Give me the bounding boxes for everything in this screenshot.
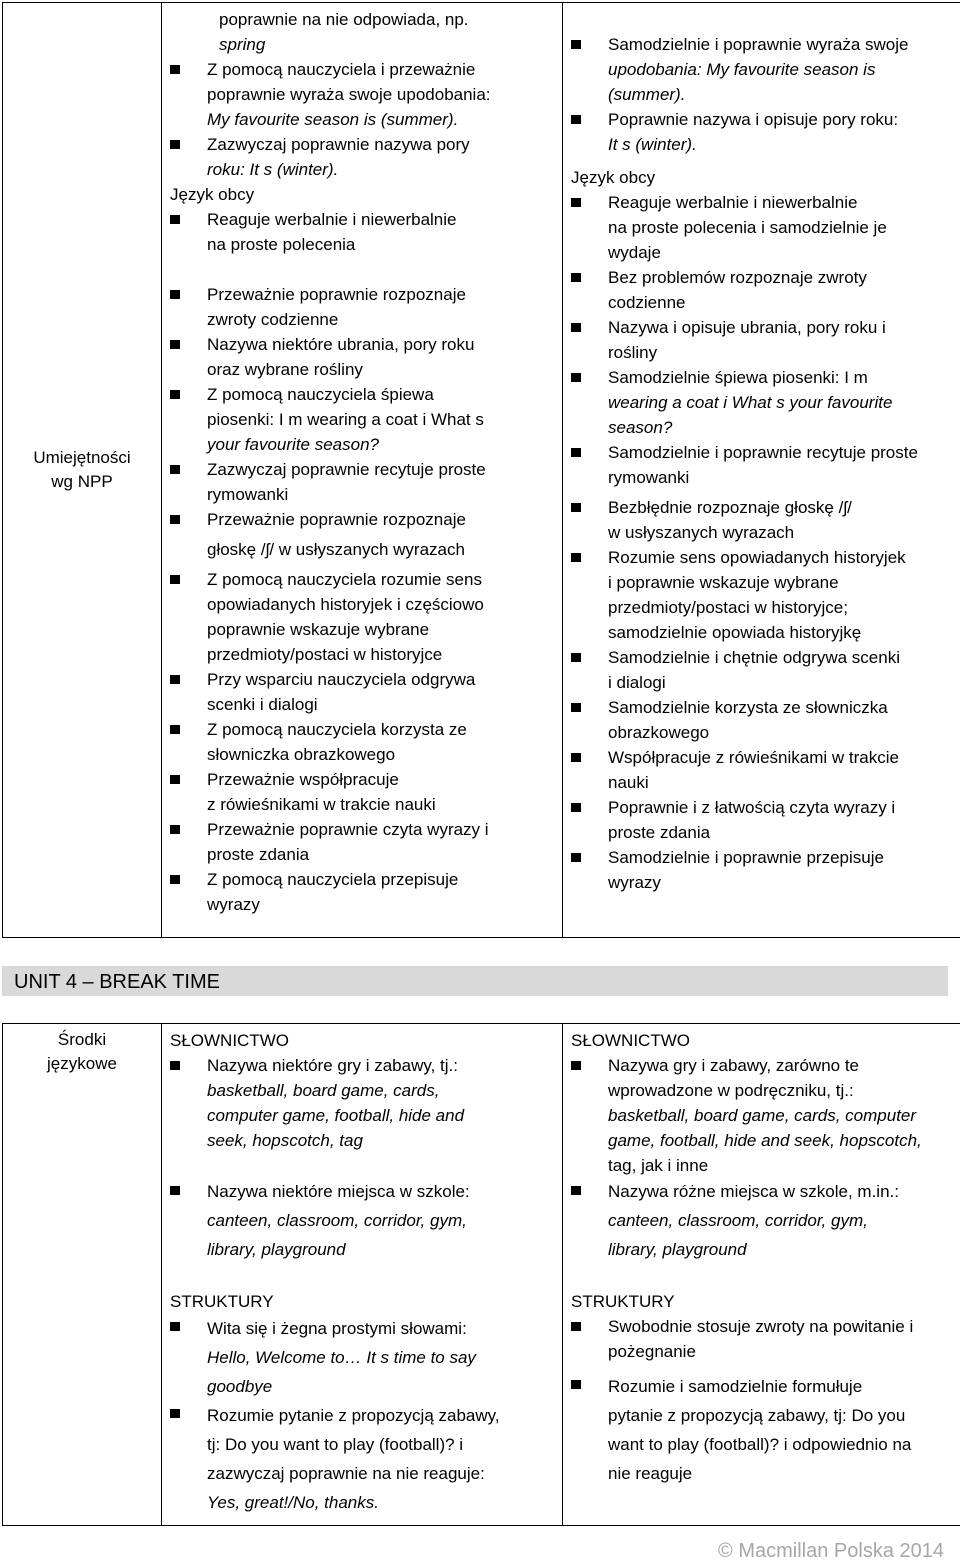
bullet-icon [170,1186,180,1195]
bullet-icon [170,215,180,224]
bullet-icon [170,875,180,884]
list-item: Wita się i żegna prostymi słowami: Hello, Welcome to… It s time to say goodbye [170,1314,556,1401]
bullet-icon [170,675,180,684]
list-item: Rozumie i samodzielnie formułuje pytanie z propozycją zabawy, tj: Do you want to play (football)? i odpowiednio na nie reaguje [571,1372,960,1488]
bullet-icon [571,40,581,49]
bullet-icon [571,553,581,562]
bullet-icon [170,1322,180,1331]
section-heading: Język obcy [170,182,556,207]
list-item: Z pomocą nauczyciela rozumie sens opowiadanych historyjek i częściowo poprawnie wskazuje wybrane przedmioty/postaci w historyjce [170,567,556,667]
list-item: Nazywa różne miejsca w szkole, m.in.: canteen, classroom, corridor, gym, library, playground [571,1178,960,1264]
unit-title-bar [2,966,948,996]
bullet-icon [170,825,180,834]
list-item: Samodzielnie śpiewa piosenki: I m wearing a coat i What s your favourite season? [571,365,960,440]
text-line: poprawnie na nie odpowiada, np. [170,7,556,32]
bullet-icon [571,1380,581,1389]
list-item: Przy wsparciu nauczyciela odgrywa scenki i dialogi [170,667,556,717]
list-item: Z pomocą nauczyciela przepisuje wyrazy [170,867,556,917]
list-item: Swobodnie stosuje zwroty na powitanie i pożegnanie [571,1314,960,1364]
list-item: Reaguje werbalnie i niewerbalnie na proste polecenia i samodzielnie je wydaje [571,190,960,265]
section-heading: SŁOWNICTWO [170,1028,556,1053]
bullet-icon [571,323,581,332]
row-header-line: Środki [3,1028,161,1052]
skills-table [2,2,960,938]
language-means-table [2,1023,960,1526]
list-item: Przeważnie współpracuje z rówieśnikami w trakcie nauki [170,767,556,817]
list-item: Samodzielnie i chętnie odgrywa scenki i dialogi [571,645,960,695]
list-item: Bezbłędnie rozpoznaje głoskę /ʃ/ w usłyszanych wyrazach [571,495,960,545]
bullet-icon [170,775,180,784]
bullet-icon [571,803,581,812]
text-line: spring [170,32,556,57]
language-basic-column [162,1024,563,1526]
bullet-icon [571,373,581,382]
list-item: Z pomocą nauczyciela i przeważnie poprawnie wyraża swoje upodobania: My favourite season is (summer). [170,57,556,132]
bullet-icon [170,725,180,734]
list-item: Z pomocą nauczyciela korzysta ze słowniczka obrazkowego [170,717,556,767]
bullet-icon [170,65,180,74]
list-item: Rozumie sens opowiadanych historyjek i poprawnie wskazuje wybrane przedmioty/postaci w historyjce; samodzielnie opowiada historyjkę [571,545,960,645]
bullet-icon [170,140,180,149]
section-heading: SŁOWNICTWO [571,1028,960,1053]
row-header-skills [3,3,162,938]
bullet-icon [170,340,180,349]
bullet-icon [571,1186,581,1195]
list-item: Zazwyczaj poprawnie recytuje proste rymowanki [170,457,556,507]
list-item: Samodzielnie i poprawnie przepisuje wyrazy [571,845,960,895]
skills-advanced-column [563,3,960,938]
language-advanced-column [563,1024,960,1526]
list-item: Samodzielnie korzysta ze słowniczka obrazkowego [571,695,960,745]
skills-basic-column [162,3,563,938]
bullet-icon [571,448,581,457]
bullet-icon [571,198,581,207]
list-item: Poprawnie i z łatwością czyta wyrazy i proste zdania [571,795,960,845]
list-item: Przeważnie poprawnie rozpoznaje głoskę /ʃ/ w usłyszanych wyrazach [170,507,556,567]
list-item: Reaguje werbalnie i niewerbalnie na proste polecenia [170,207,556,257]
list-item: Rozumie pytanie z propozycją zabawy, tj: Do you want to play (football)? i zazwyczaj poprawnie na nie reaguje: Yes, great!/No, thanks. [170,1401,556,1517]
copyright-footer: © Macmillan Polska 2014 [718,1540,944,1563]
bullet-icon [571,503,581,512]
section-heading: STRUKTURY [170,1289,556,1314]
bullet-icon [170,1061,180,1070]
bullet-icon [571,1322,581,1331]
bullet-icon [170,1409,180,1418]
list-item: Z pomocą nauczyciela śpiewa piosenki: I m wearing a coat i What s your favourite season? [170,382,556,457]
list-item: Przeważnie poprawnie czyta wyrazy i proste zdania [170,817,556,867]
row-header-line: wg NPP [3,470,161,494]
list-item: Nazywa i opisuje ubrania, pory roku i rośliny [571,315,960,365]
list-item: Nazywa niektóre gry i zabawy, tj.: basketball, board game, cards, computer game, football, hide and seek, hopscotch, tag [170,1053,556,1153]
list-item: Nazywa gry i zabawy, zarówno te wprowadzone w podręczniku, tj.: basketball, board game, cards, computer game, football, hide and seek, hopscotch, tag, jak i inne [571,1053,960,1178]
bullet-icon [571,273,581,282]
bullet-icon [170,390,180,399]
list-item: Poprawnie nazywa i opisuje pory roku: It s (winter). [571,107,960,157]
row-header-line: Umiejętności [3,446,161,470]
section-heading: STRUKTURY [571,1289,960,1314]
list-item: Samodzielnie i poprawnie recytuje proste rymowanki [571,440,960,490]
bullet-icon [170,290,180,299]
list-item: Przeważnie poprawnie rozpoznaje zwroty codzienne [170,282,556,332]
bullet-icon [170,515,180,524]
unit-title: UNIT 4 – BREAK TIME [14,969,220,995]
bullet-icon [571,703,581,712]
section-heading: Język obcy [571,165,960,190]
list-item: Samodzielnie i poprawnie wyraża swoje upodobania: My favourite season is (summer). [571,32,960,107]
bullet-icon [571,653,581,662]
list-item: Nazywa niektóre ubrania, pory roku oraz wybrane rośliny [170,332,556,382]
list-item: Nazywa niektóre miejsca w szkole: canteen, classroom, corridor, gym, library, playground [170,1178,556,1264]
list-item: Bez problemów rozpoznaje zwroty codzienne [571,265,960,315]
row-header-line: językowe [3,1052,161,1076]
bullet-icon [571,1061,581,1070]
bullet-icon [170,465,180,474]
list-item: Współpracuje z rówieśnikami w trakcie nauki [571,745,960,795]
bullet-icon [571,853,581,862]
list-item: Zazwyczaj poprawnie nazywa pory roku: It s (winter). [170,132,556,182]
bullet-icon [571,115,581,124]
bullet-icon [571,753,581,762]
bullet-icon [170,575,180,584]
row-header-language-means [3,1024,162,1526]
